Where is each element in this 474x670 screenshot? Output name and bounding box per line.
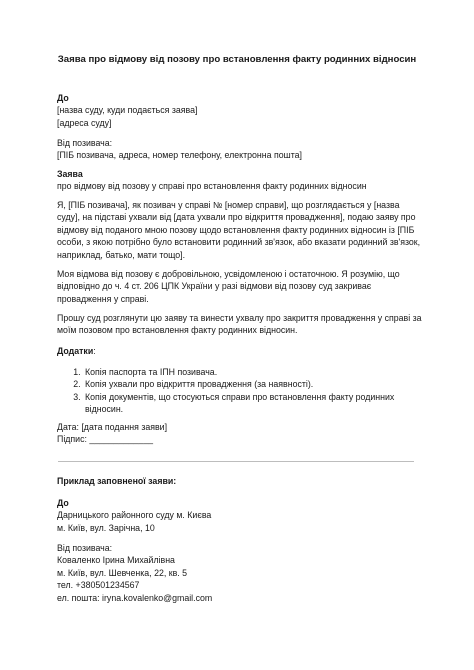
section-divider xyxy=(58,461,414,462)
attachment-item: 2. Копія ухвали про відкриття провадження (за наявності). xyxy=(83,378,422,390)
document-title: Заява про відмову від позову про встановлення факту родинних відносин xyxy=(57,54,417,65)
attachments-heading-colon: : xyxy=(93,346,96,356)
example-email: ел. пошта: iryna.kovalenko@gmail.com xyxy=(57,592,213,603)
example-recipient-block xyxy=(57,497,422,534)
example-sender-block xyxy=(57,542,422,604)
example-from-heading: Від позивача: xyxy=(57,543,113,553)
attachments-list xyxy=(57,366,422,416)
example-court-name: Дарницького районного суду м. Києва xyxy=(57,510,212,521)
example-court-address: м. Київ, вул. Зарічна, 10 xyxy=(57,522,155,533)
court-name: [назва суду, куди подається заява] xyxy=(57,105,198,116)
attachment-item: 3. Копія документів, що стосуються справи про встановлення факту родинних відносин. xyxy=(83,391,422,416)
statement-subtitle: про відмову від позову у справі про встановлення факту родинних відносин xyxy=(57,181,367,192)
paragraph-1: Я, [ПІБ позивача], як позивач у справі № [номер справи], що розглядається у [назва суду], на підставі ухвали від [дата ухвали про відкриття провадження], подаю заяву про відмову від поданого мною позову щодо встановлення факту родинних відносин із [ПІБ особи, з якою потрібно було встановити родинний зв'язок, або вказати родинний зв'язок, наприклад, батько, мати тощо]. xyxy=(57,200,421,260)
court-address: [адреса суду] xyxy=(57,117,112,128)
example-phone: тел. +380501234567 xyxy=(57,580,140,591)
paragraph-2: Моя відмова від позову є добровільною, усвідомленою і остаточною. Я розумію, що відповідно до ч. 4 ст. 206 ЦПК України у разі відмови від позову суд закриває провадження у справі. xyxy=(57,269,400,304)
to-heading: До xyxy=(57,93,69,103)
attachments-heading xyxy=(57,345,422,357)
statement-heading: Заява xyxy=(57,169,83,179)
example-to-heading: До xyxy=(57,498,69,508)
date-line: Дата: [дата подання заяви] xyxy=(57,422,168,432)
example-heading-block xyxy=(57,475,422,487)
recipient-block xyxy=(57,92,422,129)
example-name: Коваленко Ірина Михайлівна xyxy=(57,555,175,566)
signature-block xyxy=(57,421,422,446)
paragraph-3: Прошу суд розглянути цю заяву та винести ухвалу про закриття провадження у справі за моїм позовом про встановлення факту родинних відносин. xyxy=(57,313,422,336)
attachments-heading-text: Додатки xyxy=(57,346,94,356)
signature-line: Підпис: _____________ xyxy=(57,434,153,445)
sender-block xyxy=(57,137,422,162)
from-heading: Від позивача: xyxy=(57,138,113,148)
example-address: м. Київ, вул. Шевченка, 22, кв. 5 xyxy=(57,567,188,578)
statement-heading-block xyxy=(57,168,422,193)
sender-details: [ПІБ позивача, адреса, номер телефону, електронна пошта] xyxy=(57,150,302,161)
example-heading: Приклад заповненої заяви: xyxy=(57,476,177,486)
attachment-item: 1. Копія паспорта та ІПН позивача. xyxy=(83,366,422,378)
